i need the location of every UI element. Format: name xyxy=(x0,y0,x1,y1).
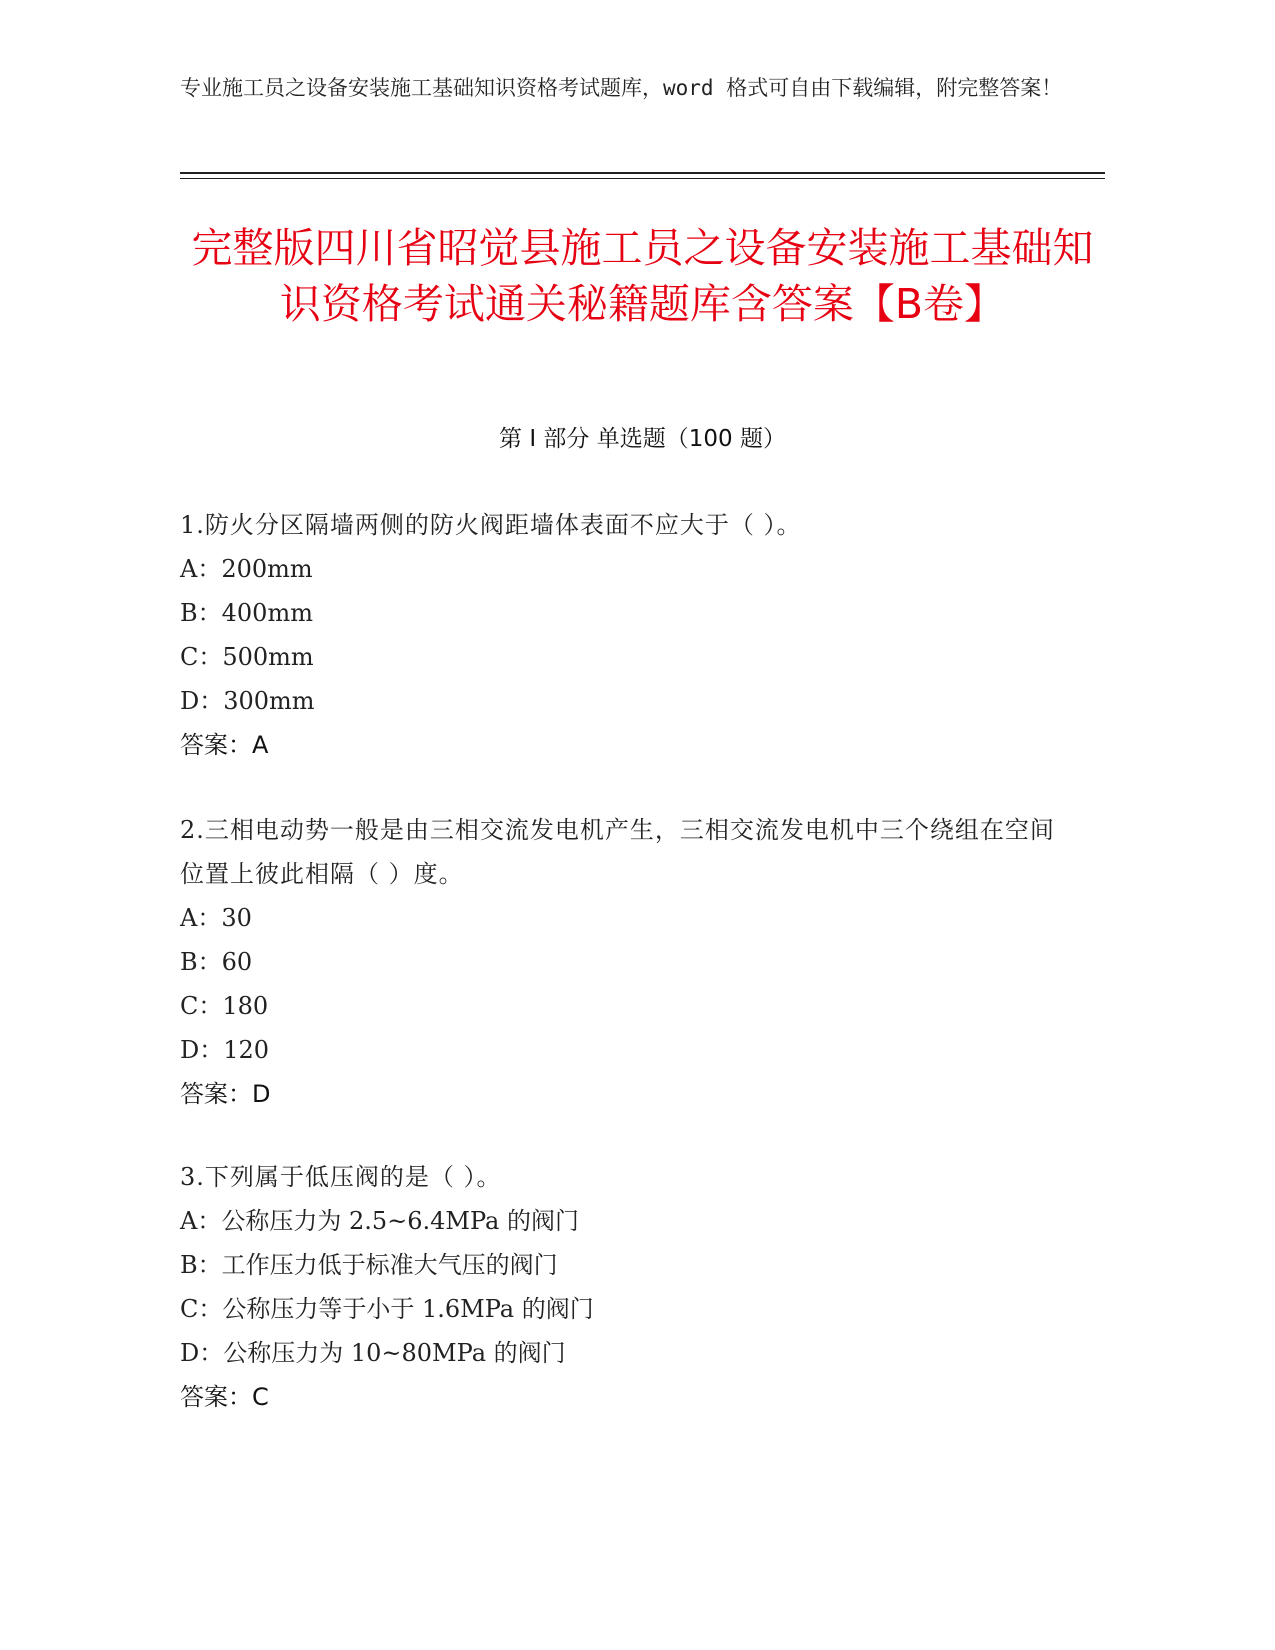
option-c: C：500mm xyxy=(180,643,314,671)
document-title: 完整版四川省昭觉县施工员之设备安装施工基础知识资格考试通关秘籍题库含答案【B卷】 xyxy=(191,224,1094,328)
question-stem: 2.三相电动势一般是由三相交流发电机产生，三相交流发电机中三个绕组在空间位置上彼此相隔（ ）度。 xyxy=(180,816,1055,888)
option-d: D：公称压力为 10~80MPa 的阀门 xyxy=(180,1339,566,1367)
header-divider-thick xyxy=(180,172,1105,174)
header-note: 专业施工员之设备安装施工基础知识资格考试题库，word 格式可自由下载编辑，附完整答案！ xyxy=(180,76,1063,100)
answer-line: 答案：C xyxy=(180,1383,269,1411)
question-3 xyxy=(180,1155,1060,1419)
question-stem: 3.下列属于低压阀的是（ ）。 xyxy=(180,1163,502,1191)
option-c: C：180 xyxy=(180,992,269,1020)
option-a: A：公称压力为 2.5~6.4MPa 的阀门 xyxy=(180,1207,579,1235)
option-a: A：30 xyxy=(180,904,252,932)
option-d: D：120 xyxy=(180,1036,270,1064)
option-b: B：400mm xyxy=(180,599,313,627)
answer-line: 答案：A xyxy=(180,731,269,759)
header-divider-thin xyxy=(180,178,1105,179)
answer-line: 答案：D xyxy=(180,1080,271,1108)
option-b: B：60 xyxy=(180,948,253,976)
option-b: B：工作压力低于标准大气压的阀门 xyxy=(180,1251,558,1279)
option-a: A：200mm xyxy=(180,555,313,583)
option-c: C：公称压力等于小于 1.6MPa 的阀门 xyxy=(180,1295,594,1323)
question-2 xyxy=(180,808,1060,1116)
section-heading: 第 I 部分 单选题（100 题） xyxy=(499,426,786,452)
option-d: D：300mm xyxy=(180,687,315,715)
question-stem: 1.防火分区隔墙两侧的防火阀距墙体表面不应大于（ ）。 xyxy=(180,511,802,539)
question-1 xyxy=(180,503,1060,767)
